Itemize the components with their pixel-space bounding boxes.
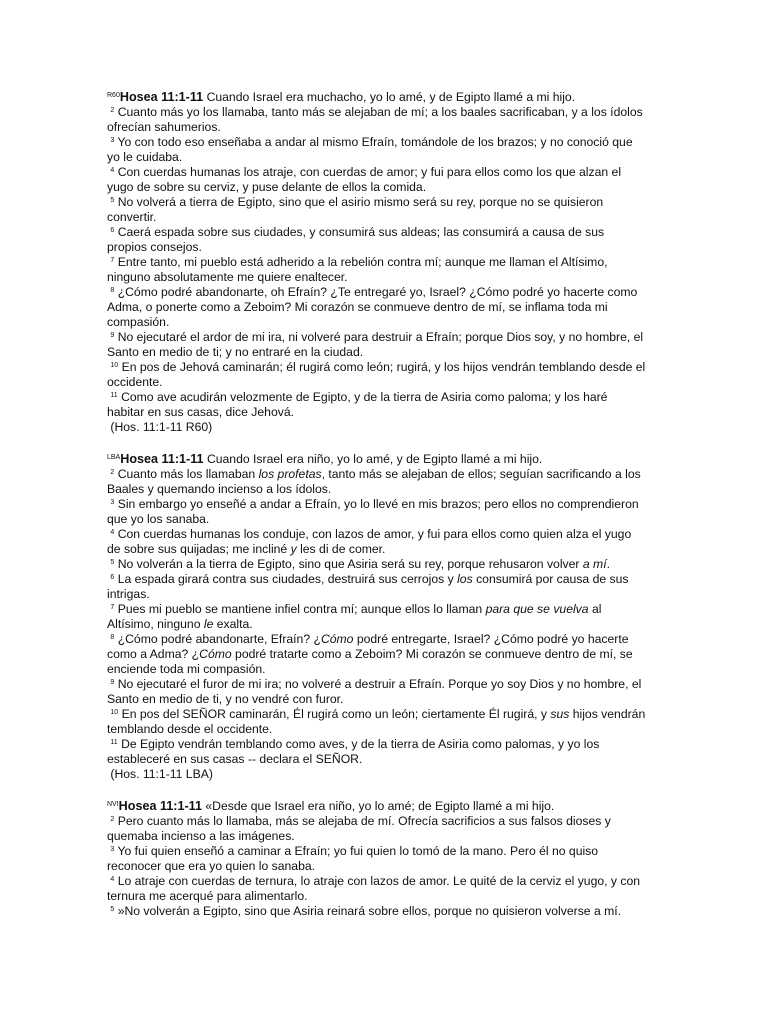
verse-text: occidente.	[107, 375, 163, 389]
passage-line	[107, 587, 677, 602]
verse-number: 4	[110, 167, 115, 174]
verse-text: (Hos. 11:1-11 LBA)	[107, 767, 213, 781]
verse-number: 2	[110, 816, 115, 823]
verse-text: Cuanto más los llamaban	[117, 467, 259, 481]
passage-line	[107, 225, 677, 240]
verse-number: 2	[110, 107, 115, 114]
verse-text: de sobre sus quijadas; me incliné	[107, 542, 291, 556]
passage-line	[107, 482, 677, 497]
passage-line	[107, 90, 677, 105]
passage-line	[107, 195, 677, 210]
verse-text: al	[588, 602, 602, 616]
verse-text: Baales y quemando incienso a los ídolos.	[107, 482, 332, 496]
verse-number: 3	[110, 499, 115, 506]
passage-line	[107, 767, 677, 782]
passage-line	[107, 889, 677, 904]
verse-number: 5	[110, 559, 115, 566]
verse-text: Cuando Israel era muchacho, yo lo amé, y de Egipto llamé a mi hijo.	[206, 90, 576, 104]
verse-text: Yo con todo eso enseñaba a andar al mismo Efraín, tomándole de los brazos; y no conoció que	[117, 135, 633, 149]
passage-line	[107, 859, 677, 874]
verse-text: Cuanto más yo los llamaba, tanto más se alejaban de mí; a los baales sacrificaban, y a los ídolos	[117, 105, 643, 119]
verse-text: Adma, o ponerte como a Zeboim? Mi corazón se conmueve dentro de mí, se inflama toda mi	[107, 300, 608, 314]
verse-number: 8	[110, 634, 115, 641]
verse-text: ninguno absolutamente me quiere enaltecer.	[107, 270, 348, 284]
passage-line	[107, 844, 677, 859]
verse-text: Altísimo, ninguno	[107, 617, 204, 631]
verse-number: 6	[110, 227, 115, 234]
passage-line	[107, 180, 677, 195]
verse-text: Pues mi pueblo se mantiene infiel contra mí; aunque ellos lo llaman	[117, 602, 486, 616]
passage-line	[107, 165, 677, 180]
verse-text: Caerá espada sobre sus ciudades, y consumirá sus aldeas; las consumirá a causa de sus	[117, 225, 605, 239]
verse-text: ¿Cómo podré abandonarte, Efraín? ¿	[117, 632, 321, 646]
passage-reference: Hosea 11:1-11	[120, 452, 204, 466]
verse-text: propios consejos.	[107, 240, 202, 254]
verse-text: Santo en medio de ti; y no entraré en la ciudad.	[107, 345, 364, 359]
version-tag: R60	[107, 92, 120, 99]
verse-text: Entre tanto, mi pueblo está adherido a la rebelión contra mí; aunque me llaman el Altísimo,	[117, 255, 608, 269]
verse-text: ternura me acerqué para alimentarlo.	[107, 889, 308, 903]
passage-section-nvi	[107, 799, 677, 919]
verse-number: 4	[110, 529, 115, 536]
verse-number: 4	[110, 876, 115, 883]
verse-text: Lo atraje con cuerdas de ternura, lo atraje con lazos de amor. Le quité de la cerviz el yugo, y con	[117, 874, 641, 888]
verse-text: De Egipto vendrán temblando como aves, y de la tierra de Asiria como palomas, y yo los	[121, 737, 600, 751]
verse-text: En pos del SEÑOR caminarán, Él rugirá como un león; ciertamente Él rugirá, y	[121, 707, 551, 721]
passage-line	[107, 467, 677, 482]
verse-number: 7	[110, 604, 115, 611]
passage-line	[107, 737, 677, 752]
verse-text: hijos vendrán	[569, 707, 646, 721]
verse-number: 6	[110, 574, 115, 581]
verse-text: , tanto más se alejaban de ellos; seguían sacrificando a los	[321, 467, 641, 481]
verse-number: 9	[110, 332, 115, 339]
bible-passages	[107, 90, 677, 936]
version-tag: NVI	[107, 801, 119, 808]
passage-line	[107, 375, 677, 390]
passage-line	[107, 300, 677, 315]
verse-text: como a Adma? ¿	[107, 647, 200, 661]
passage-line	[107, 270, 677, 285]
passage-line	[107, 874, 677, 889]
passage-line	[107, 360, 677, 375]
verse-text: En pos de Jehová caminarán; él rugirá como león; rugirá, y los hijos vendrán temblando desde el	[121, 360, 646, 374]
passage-line	[107, 135, 677, 150]
passage-line	[107, 617, 677, 632]
verse-text: Cuando Israel era niño, yo lo amé, y de Egipto llamé a mi hijo.	[206, 452, 543, 466]
passage-line	[107, 799, 677, 814]
verse-number: 10	[110, 362, 119, 369]
italic-text: los	[457, 572, 473, 586]
verse-number: 3	[110, 137, 115, 144]
verse-number: 9	[110, 679, 115, 686]
passage-line	[107, 677, 677, 692]
verse-text: No ejecutaré el furor de mi ira; no volveré a destruir a Efraín. Porque yo soy Dios y no hombre, el	[117, 677, 642, 691]
passage-line	[107, 692, 677, 707]
passage-line	[107, 345, 677, 360]
verse-text: quemaba incienso a las imágenes.	[107, 829, 295, 843]
verse-text: Con cuerdas humanas los atraje, con cuerdas de amor; y fui para ellos como los que alzan el	[117, 165, 622, 179]
passage-line	[107, 602, 677, 617]
verse-text: Con cuerdas humanas los conduje, con lazos de amor, y fui para ellos como quien alza el yugo	[117, 527, 632, 541]
italic-text: sus	[550, 707, 570, 721]
verse-text: Como ave acudirán velozmente de Egipto, y de la tierra de Asiria como paloma; y los haré	[121, 390, 608, 404]
verse-number: 8	[110, 287, 115, 294]
verse-number: 11	[110, 739, 118, 746]
verse-text: No volverán a la tierra de Egipto, sino que Asiria será su rey, porque rehusaron volver	[117, 557, 583, 571]
verse-text: ¿Cómo podré abandonarte, oh Efraín? ¿Te entregaré yo, Israel? ¿Cómo podré yo hacerte como	[117, 285, 638, 299]
verse-number: 5	[110, 906, 115, 913]
passage-line	[107, 330, 677, 345]
verse-number: 5	[110, 197, 115, 204]
passage-line	[107, 405, 677, 420]
passage-section-lba	[107, 452, 677, 782]
verse-text: estableceré en sus casas -- declara el SEÑOR.	[107, 752, 363, 766]
passage-line	[107, 662, 677, 677]
passage-line	[107, 542, 677, 557]
passage-line	[107, 285, 677, 300]
verse-number: 10	[110, 709, 119, 716]
passage-line	[107, 647, 677, 662]
verse-text: podré tratarte como a Zeboim? Mi corazón se conmueve dentro de mí, se	[231, 647, 633, 661]
passage-reference: Hosea 11:1-11	[118, 799, 202, 813]
verse-text: les di de comer.	[296, 542, 386, 556]
passage-line	[107, 105, 677, 120]
verse-text: habitar en sus casas, dice Jehová.	[107, 405, 294, 419]
version-tag: LBA	[107, 454, 121, 461]
passage-line	[107, 452, 677, 467]
verse-text: podré entregarte, Israel? ¿Cómo podré yo hacerte	[353, 632, 629, 646]
passage-line	[107, 315, 677, 330]
italic-text: Cómo	[199, 647, 232, 661]
verse-text: reconocer que era yo quien lo sanaba.	[107, 859, 316, 873]
passage-line	[107, 572, 677, 587]
italic-text: le	[203, 617, 214, 631]
italic-text: los profetas	[258, 467, 322, 481]
passage-line	[107, 420, 677, 435]
verse-text: No volverá a tierra de Egipto, sino que el asirio mismo será su rey, porque no se quisieron	[117, 195, 604, 209]
verse-text: temblando desde el occidente.	[107, 722, 273, 736]
passage-section-r60	[107, 90, 677, 435]
verse-text: exalta.	[213, 617, 253, 631]
passage-line	[107, 150, 677, 165]
passage-line	[107, 210, 677, 225]
verse-text: ofrecían sahumerios.	[107, 120, 221, 134]
verse-text: Sin embargo yo enseñé a andar a Efraín, yo lo llevé en mis brazos; pero ellos no comprendieron	[117, 497, 639, 511]
passage-line	[107, 752, 677, 767]
verse-text: Pero cuanto más lo llamaba, más se alejaba de mí. Ofrecía sacrificios a sus falsos dioses y	[117, 814, 611, 828]
passage-line	[107, 120, 677, 135]
passage-line	[107, 240, 677, 255]
verse-text: que yo los sanaba.	[107, 512, 210, 526]
italic-text: para que se vuelva	[485, 602, 589, 616]
verse-number: 11	[110, 392, 118, 399]
verse-text: »No volverán a Egipto, sino que Asiria reinará sobre ellos, porque no quisieron volverse a mí.	[117, 904, 622, 918]
italic-text: Cómo	[320, 632, 354, 646]
verse-text: yo le cuidaba.	[107, 150, 183, 164]
italic-text: y	[290, 542, 297, 556]
passage-line	[107, 632, 677, 647]
passage-line	[107, 255, 677, 270]
passage-line	[107, 904, 677, 919]
passage-line	[107, 497, 677, 512]
verse-text: convertir.	[107, 210, 157, 224]
verse-text: intrigas.	[107, 587, 150, 601]
verse-text: (Hos. 11:1-11 R60)	[107, 420, 213, 434]
verse-text: «Desde que Israel era niño, yo lo amé; de Egipto llamé a mi hijo.	[205, 799, 555, 813]
verse-text: Santo en medio de ti, y no vendré con furor.	[107, 692, 344, 706]
verse-text: La espada girará contra sus ciudades, destruirá sus cerrojos y	[117, 572, 458, 586]
verse-number: 2	[110, 469, 115, 476]
passage-line	[107, 829, 677, 844]
verse-text: compasión.	[107, 315, 170, 329]
verse-text: yugo de sobre su cerviz, y puse delante de ellos la comida.	[107, 180, 427, 194]
passage-reference: Hosea 11:1-11	[119, 90, 204, 104]
verse-number: 3	[110, 846, 115, 853]
italic-text: a mí	[582, 557, 607, 571]
verse-number: 7	[110, 257, 115, 264]
verse-text: Yo fui quien enseñó a caminar a Efraín; yo fui quien lo tomó de la mano. Pero él no quiso	[117, 844, 599, 858]
verse-text: consumirá por causa de sus	[472, 572, 629, 586]
passage-line	[107, 557, 677, 572]
passage-line	[107, 390, 677, 405]
verse-text: enciende toda mi compasión.	[107, 662, 266, 676]
verse-text: .	[606, 557, 610, 571]
passage-line	[107, 527, 677, 542]
verse-text: No ejecutaré el ardor de mi ira, ni volveré para destruir a Efraín; porque Dios soy, y no hombre, el	[117, 330, 644, 344]
passage-line	[107, 814, 677, 829]
passage-line	[107, 512, 677, 527]
passage-line	[107, 707, 677, 722]
passage-line	[107, 722, 677, 737]
